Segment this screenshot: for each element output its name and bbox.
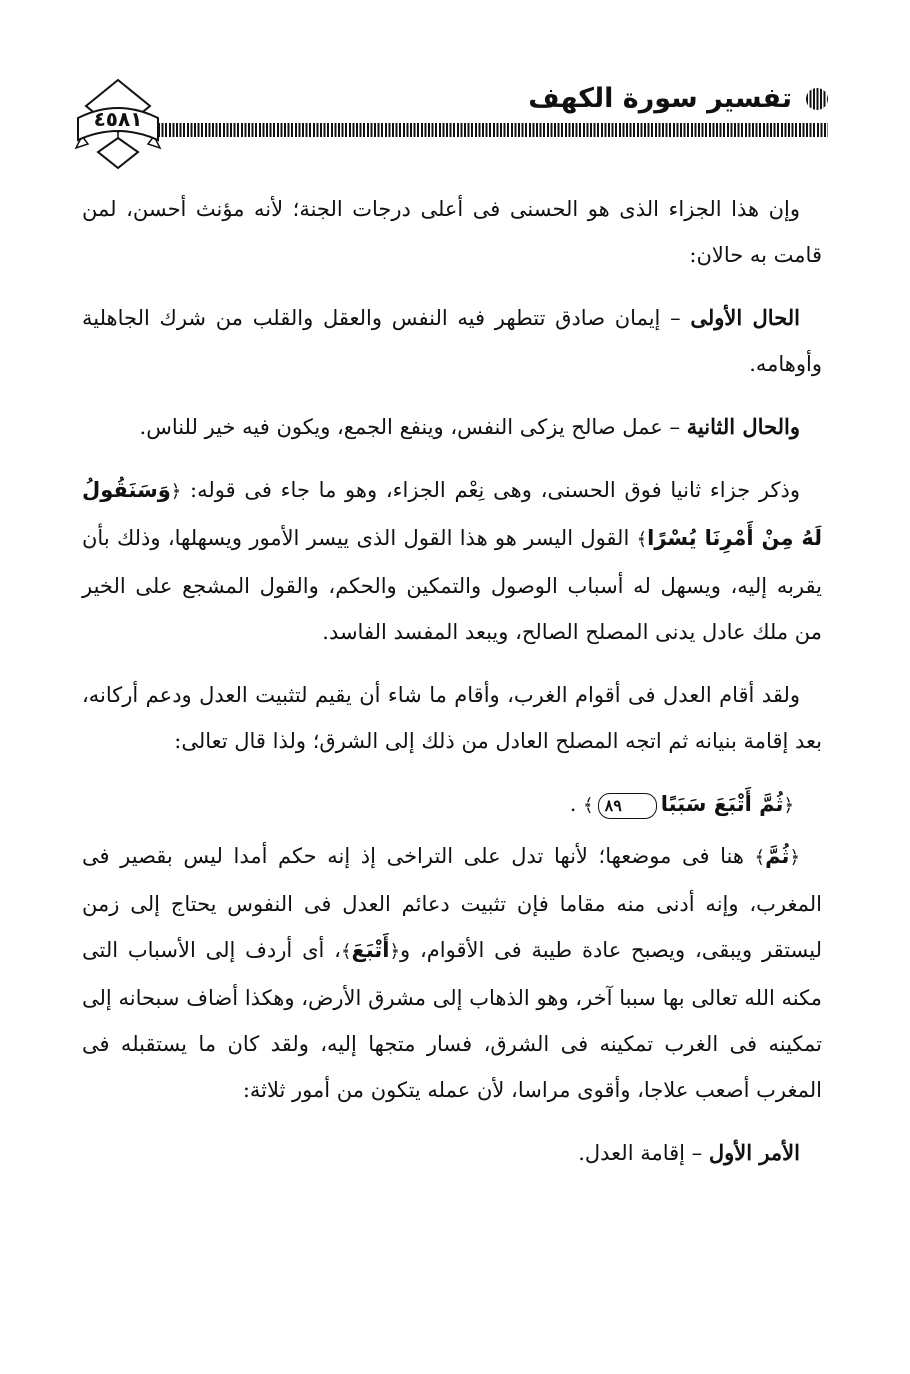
paragraph-2-text: – إيمان صادق تتطهر فيه النفس والعقل والقلب من شرك الجاهلية وأوهامه. (82, 306, 822, 376)
paragraph-1: وإن هذا الجزاء الذى هو الحسنى فى أعلى درجات الجنة؛ لأنه مؤنث أحسن، لمن قامت به حالان: (82, 197, 822, 267)
paragraph-4-intro: وذكر جزاء ثانيا فوق الحسنى، وهى نِعْم الجزاء، وهو ما جاء فى قوله: (181, 478, 800, 502)
paragraph-3 (82, 404, 822, 450)
paragraph-3-text: – عمل صالح يزكى النفس، وينفع الجمع، ويكون فيه خير للناس. (139, 415, 687, 439)
quran-verse: وَسَنَقُولُ لَهُ مِنْ أَمْرِنَا يُسْرًا (82, 478, 822, 550)
page-header (0, 0, 910, 180)
sura-title: تفسير سورة الكهف (528, 83, 792, 114)
page-number: ٤٥٨١ (93, 107, 143, 131)
paragraph-6 (82, 833, 822, 1113)
ornament-bullet-icon (806, 88, 828, 110)
quranic-word: ثُمَّ (765, 844, 790, 868)
term-first-matter: الأمر الأول (708, 1140, 800, 1165)
paragraph-7-text: – إقامة العدل. (578, 1141, 709, 1165)
verse-open-bracket: ﴿ (789, 847, 800, 868)
ayah-number: ٨٩ (598, 793, 657, 819)
paragraph-4 (82, 467, 822, 655)
verse-open-bracket: ﴿ (783, 795, 794, 816)
quran-verse: ثُمَّ أَتْبَعَ سَبَبًا (660, 792, 784, 816)
verse-open-bracket: ﴿ (389, 941, 401, 962)
verse-line-end: . (569, 792, 584, 816)
verse-close-bracket: ﴾ (583, 795, 594, 816)
paragraph-7 (82, 1130, 822, 1176)
commentary-text (82, 186, 822, 1193)
verse-close-bracket: ﴾ (754, 847, 766, 868)
verse-close-bracket: ﴾ (636, 529, 648, 550)
paragraph-4-text: القول اليسر هو هذا القول الذى ييسر الأمور ويسهلها، وذلك بأن يقربه إليه، ويسهل له أسباب الوصول والتمكين والحكم، والقول المشجع على الخير من ملك عادل يدنى المصلح الصالح، ويبعد المفسد الفاسد. (82, 526, 822, 644)
verse-close-bracket: ﴾ (340, 941, 352, 962)
term-second-state: والحال الثانية (686, 414, 800, 439)
paragraph-6-text-2: ، أى أردف إلى الأسباب التى مكنه الله تعالى بها سببا آخر، وهو الذهاب إلى مشرق الأرض، وهكذا أضاف سبحانه إلى تمكينه فى الغرب تمكينه فى الشرق، فسار متجها إليه، ولقد كان ما يستقبله فى المغرب أصعب علاجا، وأقوى مراسا، لأن عمله يتكون من أمور ثلاثة: (82, 938, 822, 1102)
paragraph-6-text-1: هنا فى موضعها؛ لأنها تدل على التراخى إذ إنه حكم أمدا ليس بقصير فى المغرب، وإنه أدنى منه مقاما فإن تثبيت دعائم العدل فى النفوس يحتاج إلى زمن ليستقر ويبقى، ويصبح عادة طيبة فى الأقوام، و (82, 844, 822, 962)
term-first-state: الحال الأولى (690, 305, 800, 330)
paragraph-5: ولقد أقام العدل فى أقوام الغرب، وأقام ما شاء أن يقيم لتثبيت العدل ودعم أركانه، بعد إقامة بنيانه ثم اتجه المصلح العادل من ذلك إلى الشرق؛ ولذا قال تعالى: (82, 683, 822, 753)
header-rule (158, 123, 828, 137)
verse-open-bracket: ﴿ (170, 481, 182, 502)
paragraph-2 (82, 295, 822, 387)
quranic-word: أَتْبَعَ (351, 938, 390, 962)
verse-line (82, 781, 822, 829)
